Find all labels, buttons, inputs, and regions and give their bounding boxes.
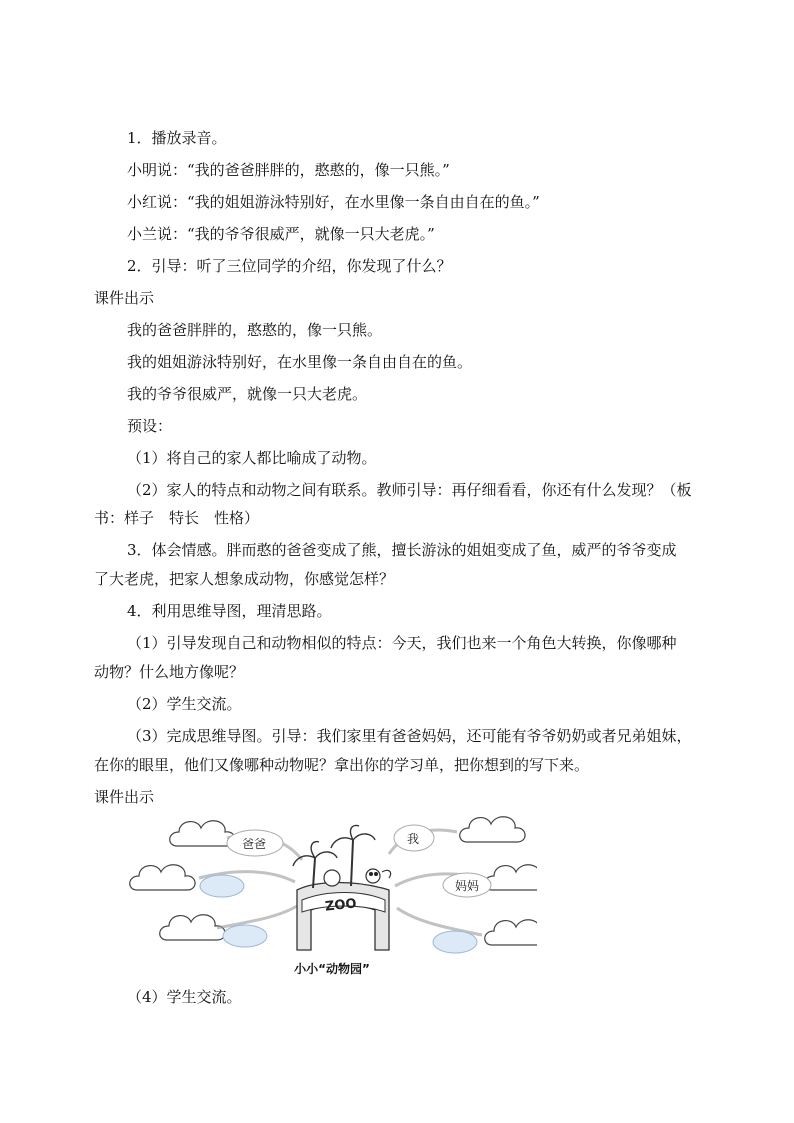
sentence-tiger: 我的爷爷很威严，就像一只大老虎。 — [127, 385, 368, 403]
label-wo: 我 — [407, 832, 420, 846]
cloud-icon — [485, 865, 537, 890]
courseware-label-2: 课件出示 — [94, 788, 155, 806]
step-4-item-4: （4）学生交流。 — [127, 988, 242, 1006]
mind-map-figure — [127, 810, 537, 980]
xiaoming-quote: 小明说：“我的爸爸胖胖的，憨憨的，像一只熊。” — [127, 161, 450, 179]
step-3-cont: 了大老虎，把家人想象成动物，你感觉怎样？ — [94, 570, 395, 588]
step-4-item-2: （2）学生交流。 — [127, 695, 242, 713]
xiaohong-quote: 小红说：“我的姐姐游泳特别好，在水里像一条自由自在的鱼。” — [127, 193, 540, 211]
label-baba: 爸爸 — [242, 837, 267, 851]
cloud-icon — [130, 865, 195, 890]
step-4-item-3-cont: 在你的眼里，他们又像哪种动物呢？拿出你的学习单，把你想到的写下来。 — [94, 756, 590, 774]
step-3-heading: 3．体会情感。胖而憨的爸爸变成了熊，擅长游泳的姐姐变成了鱼，威严的爷爷变成 — [127, 541, 677, 559]
preset-item-1: （1）将自己的家人都比喻成了动物。 — [127, 449, 377, 467]
step-4-item-3: （3）完成思维导图。引导：我们家里有爸爸妈妈，还可能有爷爷奶奶或者兄弟姐妹， — [127, 727, 692, 745]
cloud-icon — [460, 817, 525, 842]
preset-item-2: （2）家人的特点和动物之间有联系。教师引导：再仔细看看，你还有什么发现？（板 — [127, 481, 692, 499]
cloud-icon — [485, 920, 537, 945]
step-1-heading: 1．播放录音。 — [127, 129, 227, 147]
sentence-fish: 我的姐姐游泳特别好，在水里像一条自由自在的鱼。 — [127, 353, 473, 371]
sentence-bear: 我的爸爸胖胖的，憨憨的，像一只熊。 — [127, 321, 383, 339]
step-4-item-1: （1）引导发现自己和动物相似的特点：今天，我们也来一个角色大转换，你像哪种 — [127, 634, 677, 652]
preset-label: 预设： — [127, 417, 173, 435]
zoo-sign: ZOO — [324, 896, 358, 915]
step-4-heading: 4．利用思维导图，理清思路。 — [127, 602, 332, 620]
label-mama: 妈妈 — [455, 879, 480, 893]
step-4-item-1-cont: 动物？什么地方像呢？ — [94, 663, 245, 681]
figure-caption: 小小“动物园” — [294, 962, 370, 976]
preset-item-2-cont: 书：样子 特长 性格） — [94, 509, 260, 527]
mind-map-illustration — [127, 810, 537, 980]
courseware-label: 课件出示 — [94, 289, 155, 307]
step-2-heading: 2．引导：听了三位同学的介绍，你发现了什么？ — [127, 257, 452, 275]
cloud-icon — [160, 915, 225, 940]
cloud-icon — [170, 821, 235, 846]
xiaolan-quote: 小兰说：“我的爷爷很威严，就像一只大老虎。” — [127, 225, 435, 243]
